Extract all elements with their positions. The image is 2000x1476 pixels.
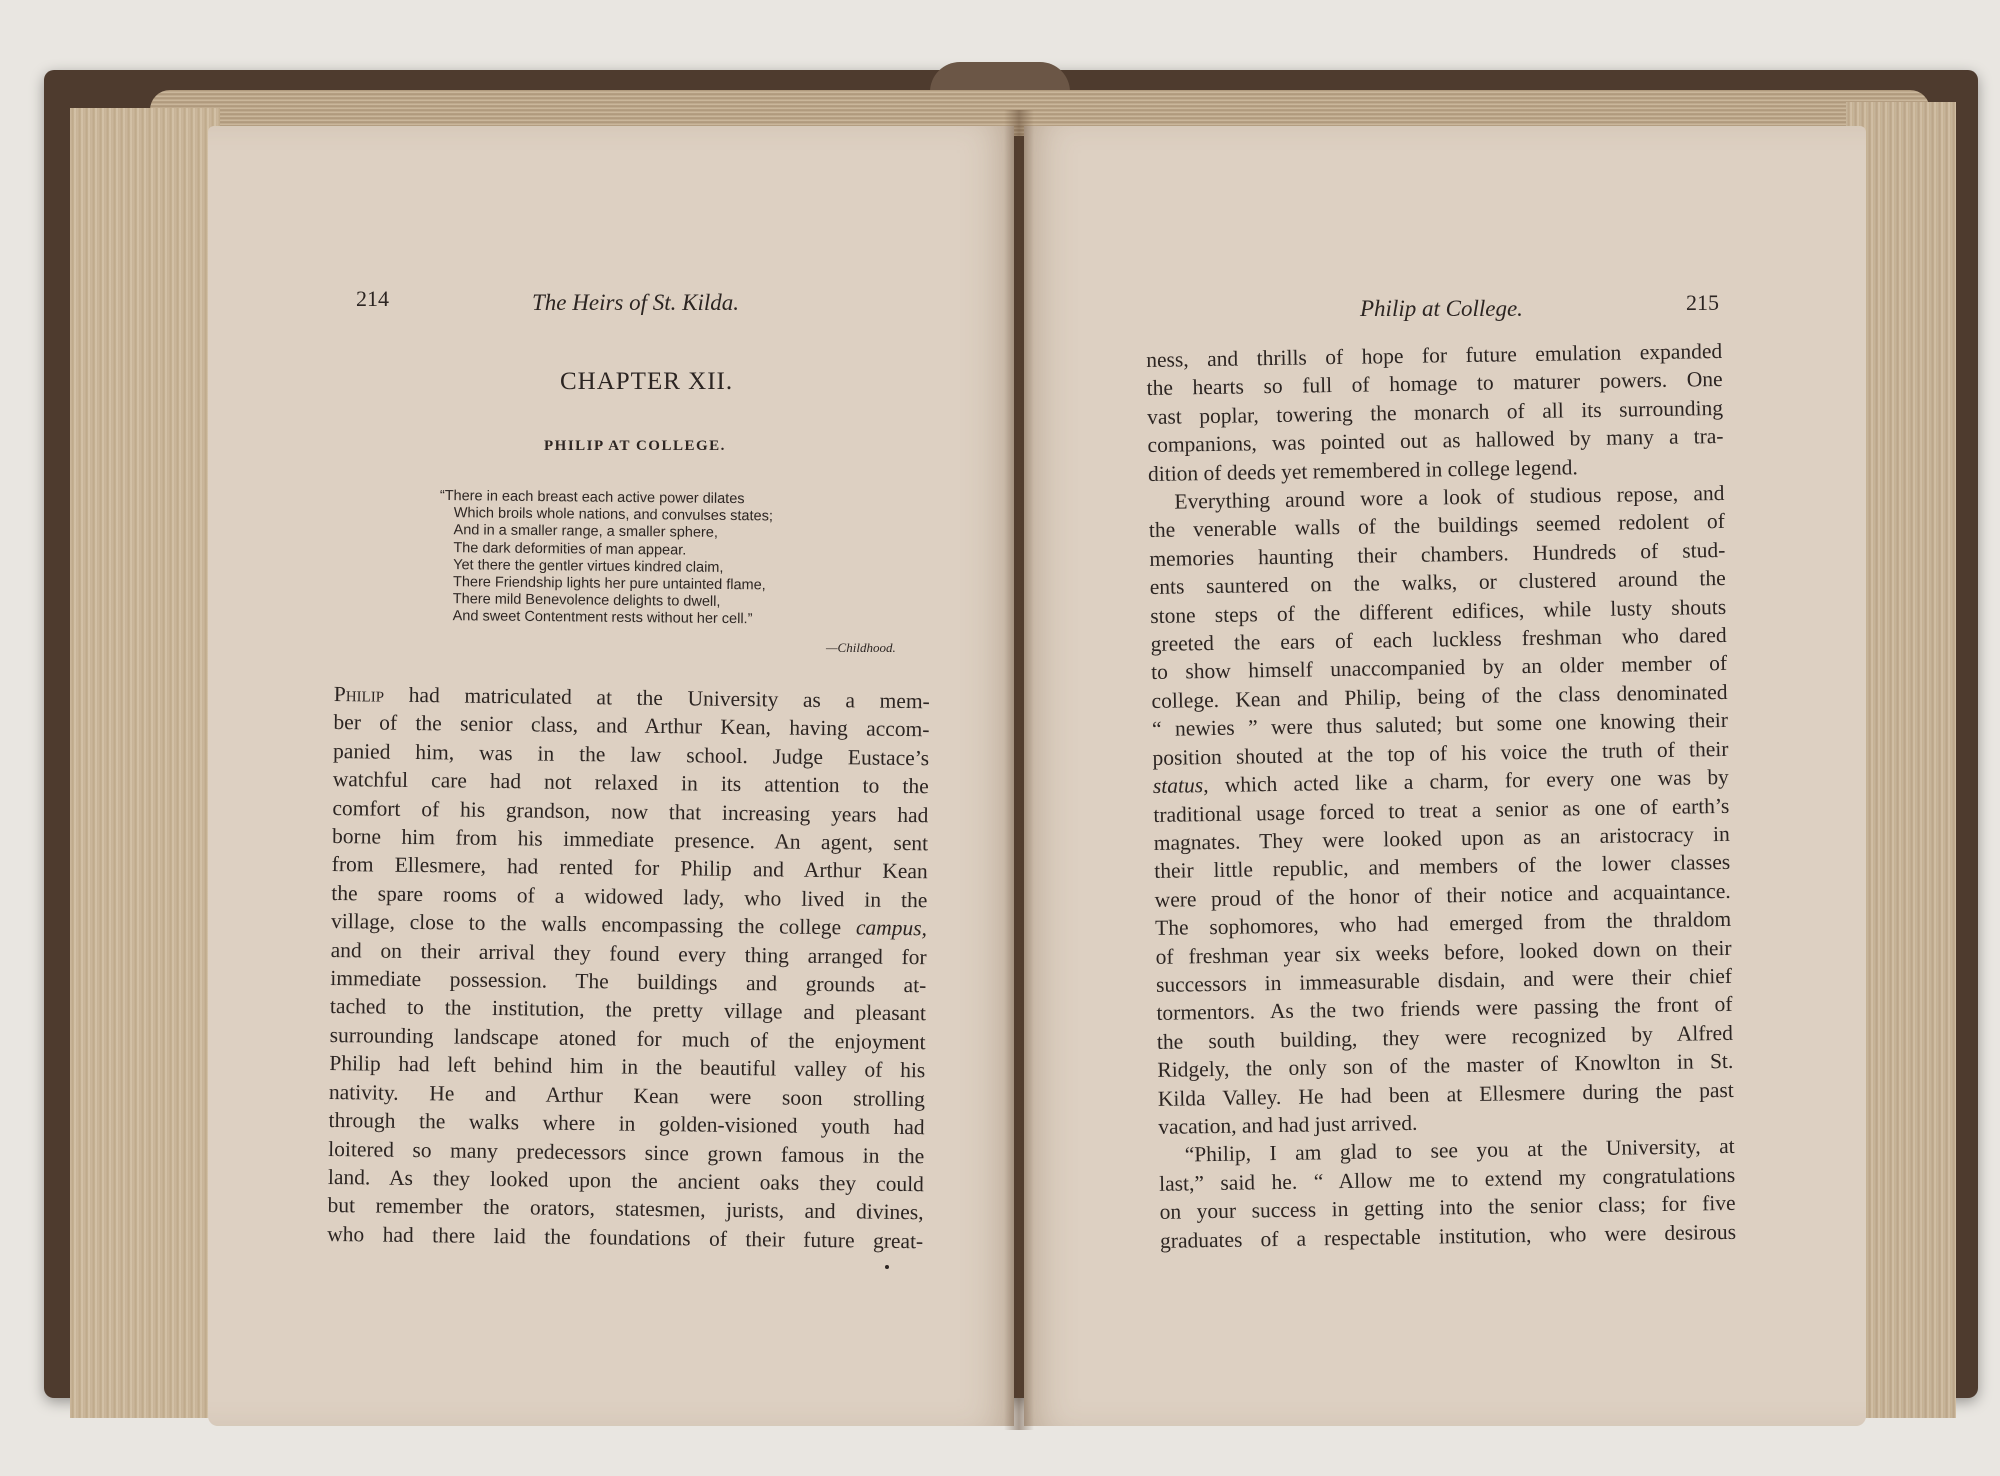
- text-line: status, which acted like a charm, for every one was by: [1152, 764, 1730, 799]
- text-line: nativity. He and Arthur Kean were soon strolling: [328, 1079, 926, 1111]
- text-line: immediate possession. The buildings and grounds at-: [330, 966, 927, 998]
- epigraph-line: And sweet Contentment rests without her cell.”: [452, 608, 753, 628]
- text-line: position shouted at the top of his voice the truth of their: [1152, 736, 1729, 770]
- text-line: through the walks where in golden-visioned youth had: [328, 1108, 925, 1140]
- text-line: “Philip, I am glad to see you at the University, at: [1184, 1134, 1735, 1167]
- text-line: panied him, was in the law school. Judge Eustace’s: [332, 738, 930, 771]
- text-line: of freshman year six weeks before, looked down on their: [1155, 935, 1732, 969]
- text-line: ber of the senior class, and Arthur Kean, having accom-: [333, 710, 930, 742]
- text-line: stone steps of the different edifices, while lusty shouts: [1150, 594, 1727, 628]
- text-line: their little republic, and members of the lower classes: [1154, 850, 1731, 884]
- text-line: “ newies ” were thus saluted; but some one knowing their: [1151, 708, 1729, 742]
- text-line: borne him from his immediate presence. An agent, sent: [331, 824, 929, 856]
- text-line: ents sauntered on the walks, or clustered around the: [1149, 566, 1726, 600]
- text-line: successors in immeasurable disdain, and were their chief: [1155, 963, 1733, 997]
- left-page-body: [327, 680, 930, 1255]
- text-line: companions, was pointed out as hallowed by many a tra-: [1147, 424, 1724, 458]
- left-page-number: 214: [356, 286, 389, 311]
- text-line: ness, and thrills of hope for future emulation expanded: [1146, 338, 1723, 372]
- text-line: Philip had left behind him in the beautiful valley of his: [329, 1051, 926, 1083]
- text-line: and on their arrival they found every thing arranged for: [330, 937, 927, 969]
- right-page-number: 215: [1686, 290, 1719, 315]
- text-line: watchful care had not relaxed in its attention to the: [332, 767, 929, 799]
- text-line: traditional usage forced to treat a senior as one of earth’s: [1153, 793, 1730, 827]
- text-line: the hearts so full of homage to maturer powers. One: [1146, 367, 1723, 401]
- text-line: Philip had matriculated at the University as a mem-: [333, 681, 930, 714]
- epigraph-line: The dark deformities of man appear.: [453, 539, 687, 559]
- epigraph-line: Yet there the gentler virtues kindred claim,: [453, 556, 724, 576]
- text-line: tormentors. As the two friends were passing the front of: [1156, 992, 1733, 1026]
- text-line: Everything around wore a look of studious repose, and: [1174, 480, 1725, 514]
- text-line: to show himself unaccompanied by an older member of: [1150, 651, 1728, 685]
- right-page-body: [1146, 337, 1736, 1255]
- italic-word: status,: [1152, 773, 1209, 799]
- text-line: greeted the ears of each luckless freshman who dared: [1150, 622, 1727, 657]
- epigraph-line: There Friendship lights her pure untainted flame,: [452, 574, 766, 594]
- epigraph-attribution: —Childhood.: [826, 640, 896, 655]
- text-line: comfort of his grandson, now that increasing years had: [332, 795, 929, 827]
- text-line: but remember the orators, statesmen, jurists, and divines,: [327, 1193, 924, 1225]
- text-line: the spare rooms of a widowed lady, who lived in the: [331, 880, 928, 913]
- text-line: on your success in getting into the senior class; for five: [1159, 1191, 1736, 1225]
- text-line: the south building, they were recognized by Alfred: [1156, 1020, 1734, 1054]
- right-running-head: Philip at College.: [1360, 296, 1523, 321]
- text-line: graduates of a respectable institution, who were desirous: [1159, 1219, 1737, 1253]
- chapter-subtitle: PHILIP AT COLLEGE.: [544, 438, 726, 454]
- text-line: were proud of the honor of their notice and acquaintance.: [1154, 878, 1731, 912]
- text-line: The sophomores, who had emerged from the thraldom: [1154, 907, 1732, 941]
- text-line: dition of deeds yet remembered in college legend.: [1147, 454, 1578, 486]
- text-line: who had there laid the foundations of their future great-: [327, 1221, 924, 1253]
- book-gutter: [1004, 110, 1034, 1430]
- text-line: magnates. They were looked upon as an aristocracy in: [1153, 821, 1730, 855]
- text-line: college. Kean and Philip, being of the class denominated: [1151, 679, 1728, 713]
- epigraph-line: “There in each breast each active power dilates: [439, 488, 745, 508]
- text-line: loitered so many predecessors since grown famous in the: [328, 1136, 925, 1168]
- text-line: village, close to the walls encompassing the college campus,: [330, 909, 928, 941]
- text-line: memories haunting their chambers. Hundreds of stud-: [1149, 537, 1726, 571]
- chapter-title: CHAPTER XII.: [560, 368, 734, 395]
- epigraph-line: And in a smaller range, a smaller sphere,: [453, 522, 718, 542]
- text-line: land. As they looked upon the ancient oaks they could: [327, 1164, 925, 1197]
- text-line: tached to the institution, the pretty village and pleasant: [329, 994, 927, 1026]
- page-block-left-edge: [70, 108, 220, 1418]
- text-line: surrounding landscape atoned for much of the enjoyment: [329, 1022, 926, 1055]
- left-running-head: The Heirs of St. Kilda.: [532, 290, 740, 315]
- epigraph-line: Which broils whole nations, and convulses states;: [453, 505, 773, 525]
- text-line: the venerable walls of the buildings seemed redolent of: [1148, 509, 1726, 543]
- drop-word: Philip: [333, 681, 385, 707]
- ink-speck: [885, 1265, 889, 1269]
- text-line: Ridgely, the only son of the master of Knowlton in St.: [1157, 1049, 1734, 1083]
- text-line: vast poplar, towering the monarch of all its surrounding: [1146, 395, 1724, 429]
- text-line: last,” said he. “ Allow me to extend my congratulations: [1158, 1162, 1736, 1196]
- text-line: from Ellesmere, had rented for Philip and Arthur Kean: [331, 852, 928, 884]
- epigraph-line: There mild Benevolence delights to dwell,: [452, 591, 721, 611]
- text-line: Kilda Valley. He had been at Ellesmere during the past: [1157, 1077, 1734, 1111]
- italic-word: campus,: [855, 915, 928, 941]
- epigraph: [439, 488, 920, 631]
- text-line: vacation, and had just arrived.: [1158, 1110, 1418, 1139]
